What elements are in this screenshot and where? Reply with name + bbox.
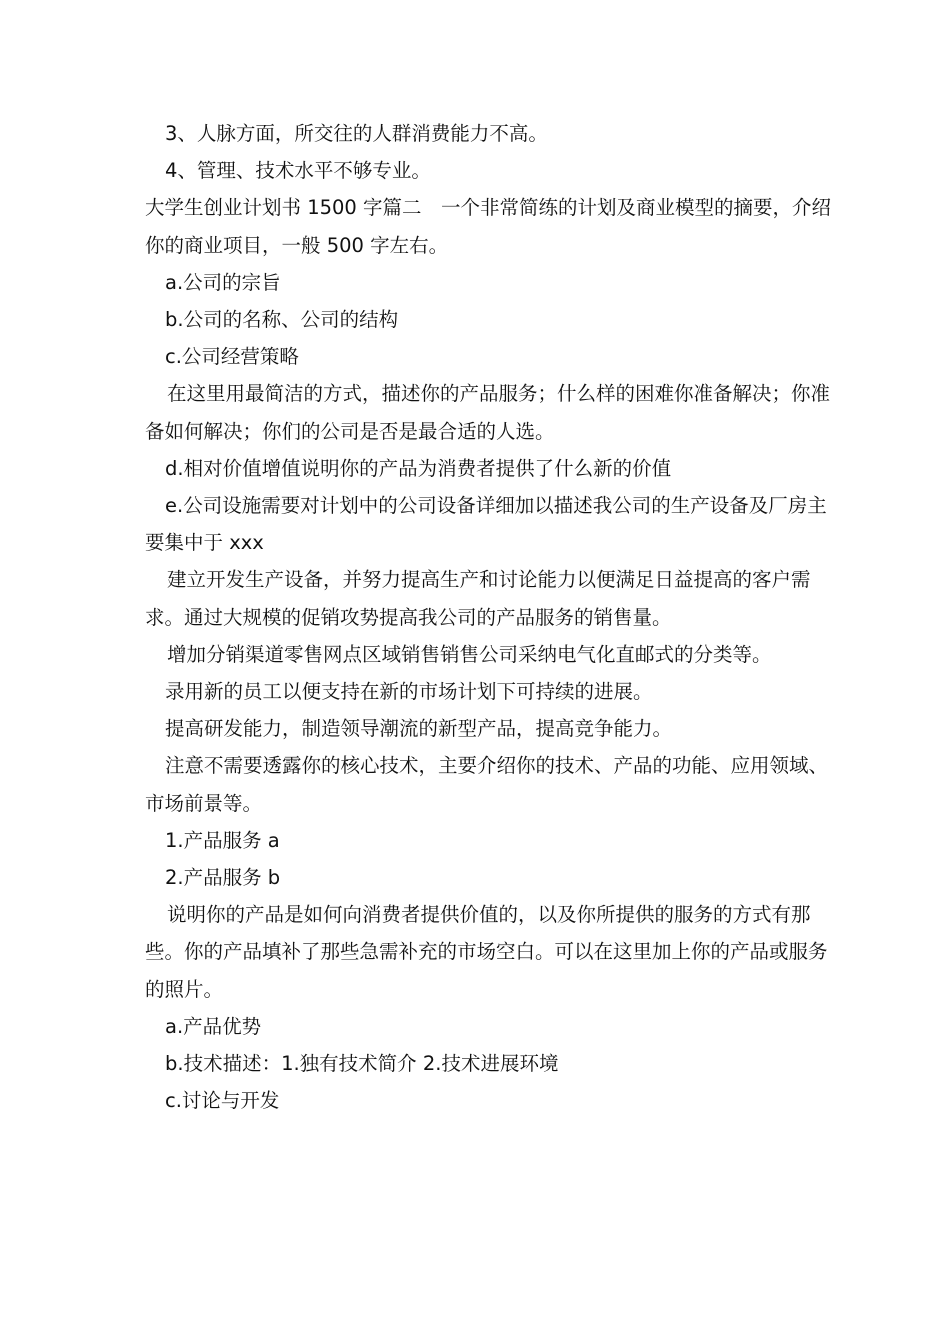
section-heading-paragraph: 大学生创业计划书 1500 字篇二 一个非常简练的计划及商业模型的摘要，介绍你的商业项目，一般 500 字左右。 [145,196,832,257]
list-item: 2.产品服务 b [165,866,281,890]
list-item: d.相对价值增值说明你的产品为消费者提供了什么新的价值 [165,456,672,480]
paragraph: 建立开发生产设备，并努力提高生产和讨论能力以便满足日益提高的客户需求。通过大规模的促销攻势提高我公司的产品服务的销售量。 [145,568,811,629]
list-item: e.公司设施需要对计划中的公司设备详细加以描述我公司的生产设备及厂房主要集中于 xxx [145,494,827,555]
paragraph: 增加分销渠道零售网点区域销售销售公司采纳电气化直邮式的分类等。 [167,642,772,666]
list-item: a.产品优势 [165,1014,262,1038]
list-item: c.公司经营策略 [165,345,299,369]
list-item: a.公司的宗旨 [165,270,281,294]
document-body [145,115,835,1119]
list-item: c.讨论与开发 [165,1089,280,1113]
paragraph: 4、管理、技术水平不够专业。 [165,159,431,183]
paragraph: 在这里用最简洁的方式，描述你的产品服务；什么样的困难你准备解决；你准备如何解决；你们的公司是否是最合适的人选。 [145,382,831,443]
paragraph: 3、人脉方面，所交往的人群消费能力不高。 [165,122,548,145]
paragraph: 注意不需要透露你的核心技术，主要介绍你的技术、产品的功能、应用领域、市场前景等。 [145,754,829,815]
paragraph: 录用新的员工以便支持在新的市场计划下可持续的进展。 [165,680,653,704]
list-item: b.技术描述：1.独有技术简介 2.技术进展环境 [165,1052,559,1076]
paragraph: 说明你的产品是如何向消费者提供价值的，以及你所提供的服务的方式有那些。你的产品填补了那些急需补充的市场空白。可以在这里加上你的产品或服务的照片。 [145,903,828,1001]
list-item: b.公司的名称、公司的结构 [165,308,399,332]
paragraph: 提高研发能力，制造领导潮流的新型产品，提高竞争能力。 [165,717,673,741]
list-item: 1.产品服务 a [165,828,280,852]
